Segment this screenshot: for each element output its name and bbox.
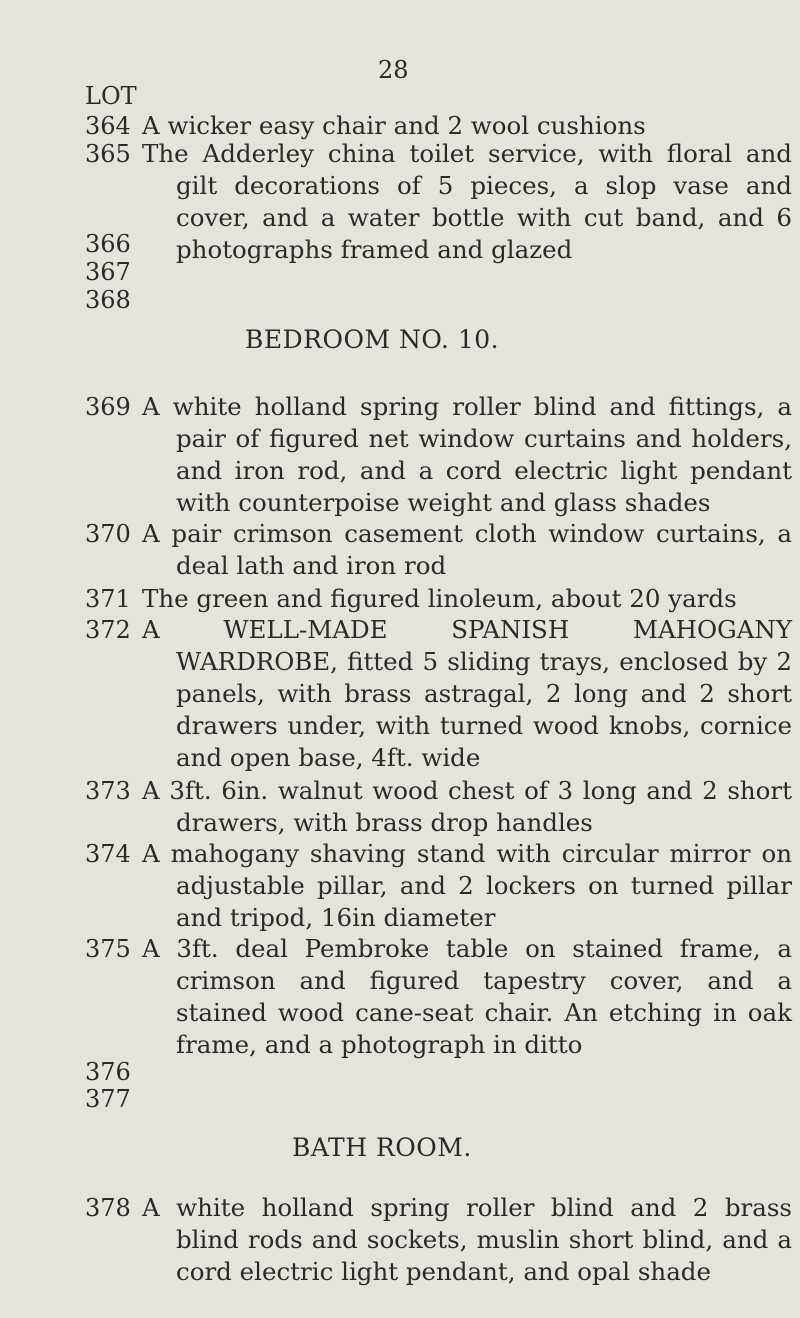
lot-description: The green and figured linoleum, about 20 yards: [142, 584, 737, 613]
lot-number: 367: [85, 258, 131, 286]
page-number: 28: [378, 56, 409, 84]
lot-description: A white holland spring roller blind and fittings, a pair of figured net window curtains and holders, and iron rod, and a cord electric light pendant with counterpoise weight and glass shades: [142, 392, 792, 517]
lot-description: A mahogany shaving stand with circular mirror on adjustable pillar, and 2 lockers on turned pillar and tripod, 16in diameter: [142, 839, 792, 932]
lot-number: 372: [85, 616, 131, 644]
lot-description: A pair crimson casement cloth window curtains, a deal lath and iron rod: [142, 519, 792, 580]
lot-number: 371: [85, 585, 131, 613]
lot-description: A WELL-MADE SPANISH MAHOGANY WARDROBE, fitted 5 sliding trays, enclosed by 2 panels, with brass astragal, 2 long and 2 short drawers under, with turned wood knobs, cornice and open base, 4ft. wide: [142, 615, 792, 772]
lot-number: 365: [85, 140, 131, 168]
lot-number: 375: [85, 935, 131, 963]
lot-description: A white holland spring roller blind and 2 brass blind rods and sockets, muslin short blind, and a cord electric light pendant, and opal shade: [142, 1193, 792, 1286]
lot-number: 378: [85, 1194, 131, 1222]
lot-number: 364: [85, 112, 131, 140]
lot-number: 370: [85, 520, 131, 548]
lot-description: A 3ft. deal Pembroke table on stained frame, a crimson and figured tapestry cover, and a stained wood cane-seat chair. An etching in oak frame, and a photograph in ditto: [142, 934, 792, 1059]
lot-number: 368: [85, 286, 131, 314]
lot-description: A wicker easy chair and 2 wool cushions: [142, 111, 646, 140]
section-heading-bedroom: BEDROOM NO. 10.: [245, 325, 500, 354]
lot-number: 376: [85, 1058, 131, 1086]
lot-number: 366: [85, 230, 131, 258]
lot-number: 377: [85, 1085, 131, 1113]
lot-number: 373: [85, 777, 131, 805]
lot-number: 374: [85, 840, 131, 868]
lot-column-header: LOT: [85, 82, 137, 110]
lot-number: 369: [85, 393, 131, 421]
lot-description: The Adderley china toilet service, with floral and gilt decorations of 5 pieces, a slop vase and cover, and a water bottle with cut band, and 6 photographs framed and glazed: [142, 139, 792, 264]
lot-description: A 3ft. 6in. walnut wood chest of 3 long and 2 short drawers, with brass drop handles: [142, 776, 792, 837]
section-heading-bathroom: BATH ROOM.: [292, 1133, 472, 1162]
